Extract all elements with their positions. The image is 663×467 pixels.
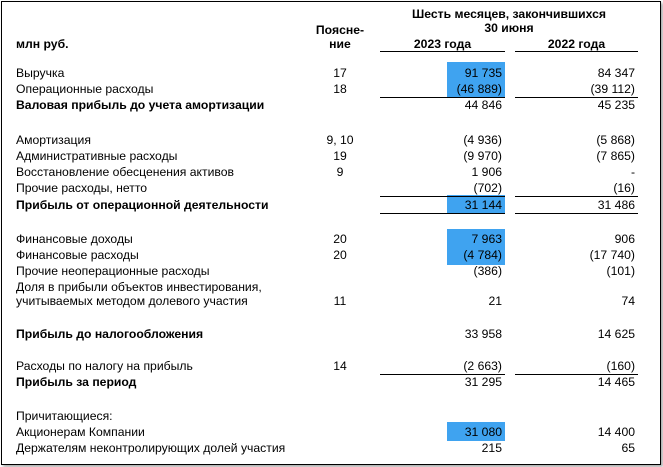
row-value-2022: 74 — [621, 294, 635, 308]
row-label: Держателям неконтролирующих долей участия — [16, 441, 286, 455]
row-label: Расходы по налогу на прибыль — [16, 359, 193, 373]
row-value-2023: 7 963 — [471, 232, 502, 246]
row-label: Финансовые расходы — [16, 248, 139, 262]
row-label: Прочие расходы, нетто — [16, 181, 148, 195]
row-value-2022: (160) — [606, 359, 635, 373]
row-value-2023: 31 080 — [464, 425, 502, 439]
row-value-2023: (386) — [473, 264, 502, 278]
row-value-2022: (101) — [606, 264, 635, 278]
row-note: 17 — [333, 66, 347, 80]
note-header-line1: Поясне- — [315, 23, 365, 37]
row-value-2023: 215 — [481, 441, 502, 455]
row-value-2022: 906 — [614, 232, 635, 246]
row-label: Выручка — [16, 66, 65, 80]
row-value-2023: 33 958 — [464, 327, 502, 341]
row-value-2023: (9 970) — [463, 149, 502, 163]
row-value-2023: (4 784) — [463, 248, 502, 262]
row-value-2023: (4 936) — [463, 133, 502, 147]
row-label: Прочие неоперационные расходы — [16, 264, 210, 278]
total-rule-2022 — [515, 213, 638, 214]
row-value-2022: - — [630, 165, 635, 179]
row-value-2023: (702) — [473, 181, 502, 195]
row-label: Финансовые доходы — [16, 232, 133, 246]
row-value-2022: 65 — [621, 441, 635, 455]
row-label: Прибыль до налогообложения — [16, 327, 204, 341]
subtotal-rule-2022 — [515, 196, 638, 197]
period-header-line1: Шесть месяцев, закончившихся — [411, 7, 607, 21]
row-label: Амортизация — [16, 133, 91, 147]
row-value-2023: 21 — [488, 294, 502, 308]
row-value-2023: (46 889) — [456, 82, 502, 96]
row-value-2022: 14 625 — [597, 327, 635, 341]
row-value-2022: 14 400 — [597, 425, 635, 439]
row-value-2023: (2 663) — [463, 359, 502, 373]
row-label: Прибыль от операционной деятельности — [16, 198, 269, 212]
row-value-2022: 45 235 — [597, 98, 635, 112]
row-label: Операционные расходы — [16, 82, 154, 96]
row-label: Административные расходы — [16, 149, 178, 163]
row-value-2023: 91 735 — [464, 66, 502, 80]
subtotal-rule-2023 — [380, 196, 505, 197]
row-label-continued: учитываемых методом долевого участия — [16, 294, 248, 308]
row-value-2022: (17 740) — [589, 248, 635, 262]
note-header-line2: ние — [329, 37, 351, 51]
row-value-2022: (16) — [613, 181, 635, 195]
row-note: 14 — [333, 359, 347, 373]
column-header-2022: 2022 года — [547, 37, 606, 51]
row-value-2022: 84 347 — [597, 66, 635, 80]
row-value-2023: 44 846 — [464, 98, 502, 112]
total-rule-2023 — [380, 213, 505, 214]
row-note: 19 — [333, 149, 347, 163]
row-label: Прибыль за период — [16, 375, 137, 389]
row-label: Акционерам Компании — [16, 425, 145, 439]
row-note: 9 — [336, 165, 344, 179]
row-value-2022: (7 865) — [596, 149, 635, 163]
header-rule-2023 — [380, 51, 505, 52]
row-value-2023: 1 906 — [471, 165, 502, 179]
row-label: Валовая прибыль до учета амортизации — [16, 98, 265, 112]
period-header-line2: 30 июня — [484, 21, 534, 35]
row-value-2022: (5 868) — [596, 133, 635, 147]
row-label: Причитающиеся: — [16, 409, 113, 423]
header-rule-2022 — [515, 51, 638, 52]
row-value-2022: 31 486 — [597, 198, 635, 212]
row-value-2023: 31 144 — [464, 198, 502, 212]
row-note: 20 — [333, 232, 347, 246]
row-value-2023: 31 295 — [464, 375, 502, 389]
row-label: Доля в прибыли объектов инвестирования, — [16, 280, 262, 294]
row-note: 20 — [333, 248, 347, 262]
row-note: 11 — [333, 294, 347, 308]
unit-label: млн руб. — [16, 37, 69, 51]
row-note: 9, 10 — [326, 133, 354, 147]
row-note: 18 — [333, 82, 347, 96]
row-label: Восстановление обесценения активов — [16, 165, 234, 179]
row-value-2022: (39 112) — [590, 82, 635, 96]
column-header-2023: 2023 года — [413, 37, 472, 51]
row-value-2022: 14 465 — [597, 375, 635, 389]
